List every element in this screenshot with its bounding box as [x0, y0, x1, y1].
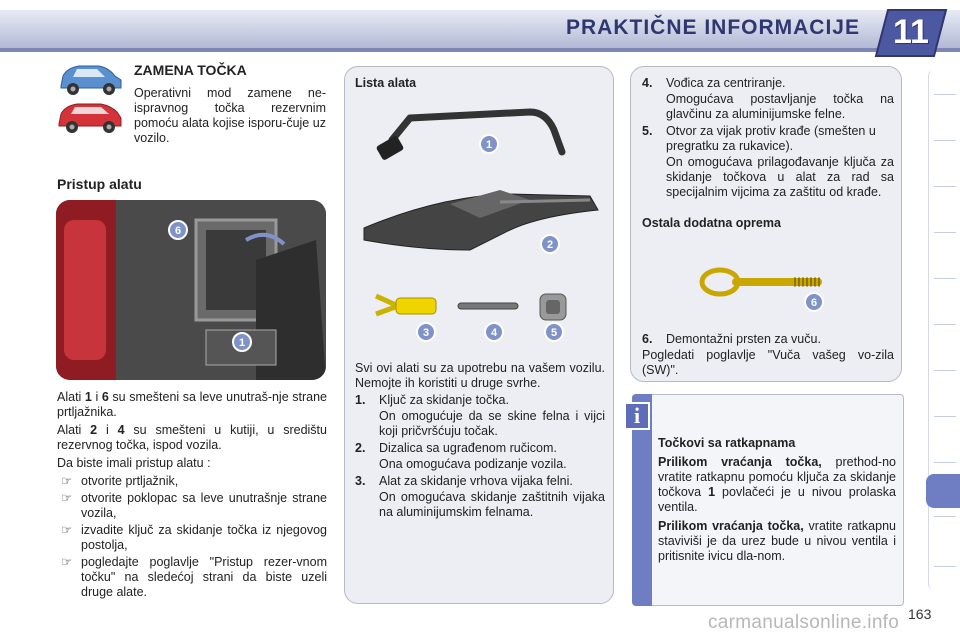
left-body — [57, 390, 327, 602]
text: prethod-no vratite ratkapnu pomoću ključa za skidanje točkova — [658, 455, 896, 499]
tool-number: 4 — [117, 423, 125, 437]
info-icon: i — [624, 402, 650, 430]
page-number: 163 — [908, 606, 932, 622]
tool-callout-3: 3 — [422, 327, 430, 339]
tool-number: 1 — [708, 485, 716, 499]
item-description: On omogućava prilagođavanje ključa za skidanje točkova u alat za rad sa specijalnim vijcima za zaštitu od krađe. — [666, 155, 894, 199]
text: i — [97, 423, 118, 437]
tab-divider — [934, 462, 956, 463]
list-item-text: izvadite ključ za skidanje točka iz njegovog postolja, — [81, 523, 327, 552]
pointing-hand-icon: ☞ — [61, 474, 73, 488]
item-description: On omogućava skidanje zaštitnih vijaka na aluminijumskim felnama. — [379, 490, 605, 519]
section-title: ZAMENA TOČKA — [134, 62, 247, 78]
tool-callout-2: 2 — [546, 239, 554, 251]
pointing-hand-icon: ☞ — [61, 491, 73, 505]
item-number: 4. — [642, 76, 653, 90]
item-title: Otvor za vijak protiv krađe (smešten u pregratku za rukavice). — [666, 124, 876, 153]
item-title: Vođica za centriranje. — [666, 76, 786, 90]
item-title: Demontažni prsten za vuču. — [666, 332, 821, 346]
list-item — [642, 76, 894, 91]
text: Alati — [57, 423, 91, 437]
tab-divider — [934, 140, 956, 141]
item-number: 6. — [642, 332, 653, 346]
tool-callout-1: 1 — [485, 139, 493, 151]
item-number: 1. — [355, 393, 366, 407]
tool-list-title: Lista alata — [355, 76, 417, 90]
tool-number: 2 — [90, 423, 98, 437]
page-title: PRAKTIČNE INFORMACIJE — [565, 16, 860, 39]
photo-callout-1: 1 — [238, 337, 246, 349]
tab-divider — [934, 516, 956, 517]
item-number: 5. — [642, 124, 653, 138]
paragraph: Svi ovi alati su za upotrebu na vašem vozilu. Nemojte ih koristiti u druge svrhe. — [355, 361, 605, 390]
accessories-body — [642, 74, 894, 202]
tab-divider — [934, 186, 956, 187]
item-description: On omogućuje da se skine felna i vijci koji pričvršćuju točak. — [379, 409, 605, 438]
tab-divider — [934, 370, 956, 371]
lead-text: Prilikom vraćanja točka, — [658, 519, 804, 533]
tab-divider — [934, 416, 956, 417]
lead-text: Prilikom vraćanja točka, — [658, 455, 822, 469]
item-title: Ključ za skidanje točka. — [379, 393, 509, 407]
text: su smešteni u kutiji, u središtu rezervnog točka, ispod vozila. — [57, 423, 327, 452]
list-item — [642, 124, 894, 154]
info-body — [658, 436, 896, 568]
tab-divider — [934, 278, 956, 279]
tab-divider — [934, 324, 956, 325]
list-item — [355, 441, 605, 456]
paragraph — [57, 390, 327, 420]
car-red-icon — [55, 98, 125, 136]
list-item-text: otvorite prtljažnik, — [81, 474, 179, 488]
trunk-photo — [56, 200, 326, 380]
text: su smešteni sa leve unutraš-nje strane prtljažnika. — [57, 390, 327, 419]
item-description: Ona omogućava podizanje vozila. — [379, 457, 567, 471]
text: i — [91, 390, 102, 404]
text: Alati — [57, 390, 85, 404]
info-title: Točkovi sa ratkapnama — [658, 436, 796, 450]
tool-number: 6 — [101, 390, 109, 404]
tool-number: 1 — [84, 390, 92, 404]
list-item — [355, 474, 605, 489]
chapter-number: 11 — [893, 13, 929, 51]
item-description: Omogućava postavljanje točka na glavčinu za aluminijumske felne. — [666, 92, 894, 121]
pointing-hand-icon: ☞ — [61, 555, 73, 569]
intro-text: Operativni mod zamene ne-ispravnog točka rezervnim pomoću alata kojise isporu-čuje uz vozilo. — [134, 86, 326, 145]
list-item-text: pogledajte poglavlje "Pristup rezer-vnom točku" na sledećoj strani da biste uzeli druge alate. — [81, 555, 327, 599]
header-strip — [0, 48, 960, 52]
list-item — [57, 474, 327, 489]
paragraph — [658, 455, 896, 515]
extra-equipment-title: Ostala dodatna oprema — [642, 216, 781, 230]
subsection-title: Pristup alatu — [57, 176, 142, 192]
list-item-text: otvorite poklopac sa leve unutrašnje strane vozila, — [81, 491, 327, 520]
chapter-tab-active[interactable] — [926, 474, 960, 508]
watermark: carmanualsonline.info — [708, 612, 900, 633]
item-title: Dizalica sa ugrađenom ručicom. — [379, 441, 557, 455]
photo-callout-6: 6 — [174, 225, 182, 237]
ring-callout-6: 6 — [810, 297, 818, 309]
chapter-tab-rail — [930, 66, 960, 606]
towing-eye-illustration — [690, 258, 840, 320]
tab-divider — [934, 94, 956, 95]
tool-list-body — [355, 361, 605, 522]
list-item — [642, 332, 894, 347]
tool-callout-5: 5 — [550, 327, 558, 339]
item-title: Alat za skidanje vrhova vijaka felni. — [379, 474, 573, 488]
item-number: 2. — [355, 441, 366, 455]
list-item — [57, 523, 327, 553]
towing-body — [642, 330, 894, 378]
text: vratite ratkapnu staviviši je da urez bude u nivou ventila i pritisnite ivicu dla-nom. — [658, 519, 896, 563]
list-item — [57, 555, 327, 600]
pointing-hand-icon: ☞ — [61, 523, 73, 537]
list-item — [57, 491, 327, 521]
paragraph — [57, 423, 327, 453]
tab-divider — [934, 232, 956, 233]
paragraph — [658, 519, 896, 564]
text: povlačeći je u nivou prolaska ventila. — [658, 485, 896, 514]
tab-divider — [934, 566, 956, 567]
item-number: 3. — [355, 474, 366, 488]
paragraph: Pogledati poglavlje "Vuča vašeg vo-zila (SW)". — [642, 348, 894, 377]
tool-callout-4: 4 — [490, 327, 498, 339]
list-item — [355, 393, 605, 408]
car-blue-icon — [55, 60, 125, 98]
tools-illustration — [350, 100, 612, 356]
paragraph: Da biste imali pristup alatu : — [57, 456, 211, 470]
